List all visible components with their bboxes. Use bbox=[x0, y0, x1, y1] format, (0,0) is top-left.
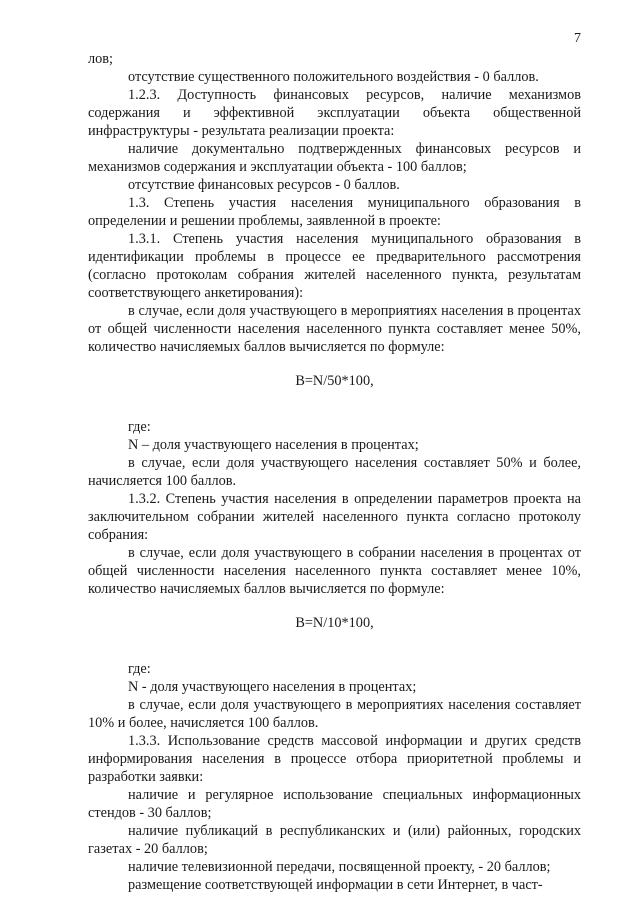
paragraph: в случае, если доля участвующего в собрании населения в процентах от общей численности населения населенного пункта составляет менее 10%, количество начисляемых баллов вычисляется по формуле: bbox=[88, 545, 581, 597]
paragraph: в случае, если доля участвующего населения составляет 50% и более, начисляется 100 баллов. bbox=[88, 455, 581, 489]
paragraph: 1.2.3. Доступность финансовых ресурсов, наличие механизмов содержания и эффективной эксплуатации объекта общественной инфраструктуры - результата реализации проекта: bbox=[88, 87, 581, 139]
paragraph: отсутствие существенного положительного воздействия - 0 баллов. bbox=[128, 69, 539, 85]
formula: B=N/50*100, bbox=[295, 373, 374, 389]
paragraph: 1.3. Степень участия населения муниципального образования в определении и решении проблемы, заявленной в проекте: bbox=[88, 195, 581, 229]
paragraph: в случае, если доля участвующего в мероприятиях населения в процентах от общей численности населения населенного пункта составляет менее 50%, количество начисляемых баллов вычисляется по формуле: bbox=[88, 303, 581, 355]
paragraph: наличие документально подтвержденных финансовых ресурсов и механизмов содержания и эксплуатации объекта - 100 баллов; bbox=[88, 141, 581, 175]
paragraph: размещение соответствующей информации в сети Интернет, в част- bbox=[128, 877, 543, 893]
paragraph: 1.3.1. Степень участия населения муниципального образования в идентификации проблемы в процессе ее предварительного рассмотрения (согласно протоколам собрания жителей населенного пункта, результатам соответствующего анкетирования): bbox=[88, 231, 581, 301]
paragraph: отсутствие финансовых ресурсов - 0 баллов. bbox=[128, 177, 400, 193]
paragraph: наличие и регулярное использование специальных информационных стендов - 30 баллов; bbox=[88, 787, 581, 821]
paragraph: где: bbox=[128, 419, 151, 435]
paragraph: наличие телевизионной передачи, посвященной проекту, - 20 баллов; bbox=[128, 859, 551, 875]
formula: B=N/10*100, bbox=[295, 615, 374, 631]
paragraph: в случае, если доля участвующего в мероприятиях населения составляет 10% и более, начисляется 100 баллов. bbox=[88, 697, 581, 731]
paragraph: 1.3.2. Степень участия населения в определении параметров проекта на заключительном собрании жителей населенного пункта согласно протоколу собрания: bbox=[88, 491, 581, 543]
paragraph: лов; bbox=[88, 51, 114, 67]
paragraph: 1.3.3. Использование средств массовой информации и других средств информирования населения в процессе отбора приоритетной проблемы и разработки заявки: bbox=[88, 733, 581, 785]
paragraph: где: bbox=[128, 661, 151, 677]
document-body bbox=[88, 50, 581, 894]
page-number: 7 bbox=[574, 31, 581, 46]
paragraph: N – доля участвующего населения в процентах; bbox=[128, 437, 419, 453]
paragraph: наличие публикаций в республиканских и (или) районных, городских газетах - 20 баллов; bbox=[88, 823, 581, 857]
paragraph: N - доля участвующего населения в процентах; bbox=[128, 679, 417, 695]
